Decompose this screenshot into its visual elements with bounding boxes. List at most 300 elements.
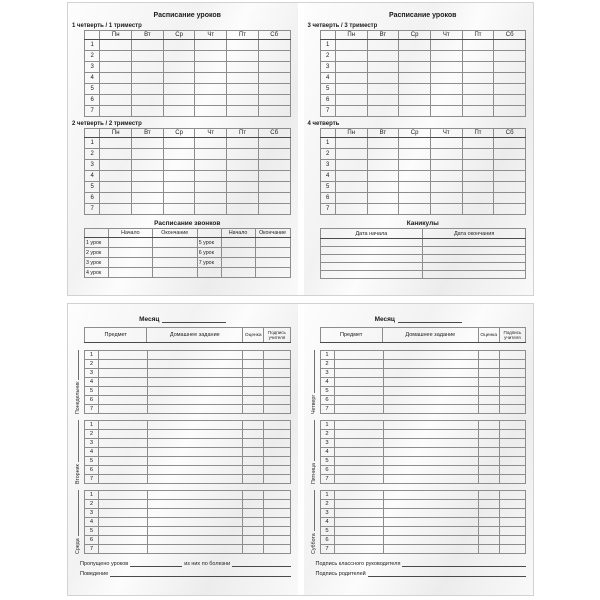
lesson-number-cell: 1	[320, 351, 334, 360]
schedule-empty-cell	[195, 84, 227, 95]
grade-cell	[243, 421, 264, 430]
bell-start-cell	[108, 268, 152, 278]
holidays-row	[320, 247, 526, 255]
schedule-empty-cell	[367, 40, 399, 51]
signature-cell	[264, 448, 290, 457]
lesson-row	[320, 138, 526, 149]
signature-cell	[264, 509, 290, 518]
schedule-empty-cell	[163, 73, 195, 84]
grade-cell	[243, 509, 264, 518]
subject-cell	[99, 500, 148, 509]
grade-cell	[478, 421, 499, 430]
day-name: Пятница	[310, 463, 317, 484]
schedule-empty-cell	[430, 84, 462, 95]
homework-column-header: Домашнее задание	[382, 328, 478, 343]
day-name: Вторник	[75, 464, 81, 484]
bell-end-cell	[152, 248, 197, 258]
homework-cell	[148, 509, 243, 518]
holiday-start-cell	[320, 271, 423, 279]
homework-cell	[148, 387, 243, 396]
holiday-end-cell	[423, 263, 526, 271]
grade-cell	[243, 500, 264, 509]
schedule-empty-cell	[462, 40, 494, 51]
homework-row	[85, 369, 291, 378]
holidays-title: Каникулы	[406, 220, 439, 227]
day-name: Суббота	[310, 533, 317, 554]
schedule-empty-cell	[462, 73, 494, 84]
signature-cell	[264, 369, 290, 378]
schedule-empty-cell	[367, 73, 399, 84]
schedule-empty-cell	[462, 106, 494, 117]
homework-row	[320, 351, 526, 360]
schedule-empty-cell	[227, 149, 259, 160]
lesson-number-cell: 7	[320, 475, 334, 484]
day-vertical-label	[309, 350, 319, 414]
bell-start-cell	[221, 268, 255, 278]
schedule-empty-cell	[100, 182, 132, 193]
schedule-empty-cell	[163, 62, 195, 73]
homework-day-table	[320, 350, 527, 414]
signature-cell	[264, 491, 290, 500]
schedule-empty-cell	[195, 204, 227, 215]
lesson-number-cell: 1	[320, 138, 335, 149]
subject-cell	[99, 491, 148, 500]
behavior-label: Поведение	[80, 571, 109, 577]
schedule-empty-cell	[367, 62, 399, 73]
homework-cell	[148, 351, 243, 360]
quarter-4-label: 4 четверть	[307, 121, 340, 127]
homework-cell	[148, 405, 243, 414]
schedule-empty-cell	[163, 40, 195, 51]
grade-cell	[478, 536, 499, 545]
day-name: Четверг	[310, 394, 317, 414]
bell-start-cell	[108, 258, 152, 268]
grade-cell	[243, 378, 264, 387]
lesson-number-cell: 6	[320, 95, 335, 106]
subject-cell	[334, 500, 383, 509]
lesson-row	[85, 138, 291, 149]
day-column-header: Пн	[100, 129, 132, 138]
lesson-number-cell: 4	[320, 448, 334, 457]
schedule-empty-cell	[430, 106, 462, 117]
parents-signature-row	[316, 570, 527, 577]
lesson-number-cell: 6	[320, 396, 334, 405]
schedule-empty-cell	[100, 95, 132, 106]
lesson-number-cell: 5	[85, 527, 99, 536]
month-row	[72, 314, 294, 323]
subject-cell	[334, 439, 383, 448]
schedule-empty-cell	[494, 106, 526, 117]
signature-cell	[264, 545, 290, 554]
day-column-header: Вт	[132, 31, 164, 40]
schedule-empty-cell	[335, 193, 367, 204]
homework-row	[85, 466, 291, 475]
subject-cell	[334, 536, 383, 545]
homework-cell	[383, 351, 478, 360]
homework-cell	[148, 545, 243, 554]
lesson-number-cell: 6	[320, 193, 335, 204]
signature-cell	[499, 360, 525, 369]
signature-cell	[499, 369, 525, 378]
subject-cell	[334, 457, 383, 466]
homework-row	[320, 378, 526, 387]
homework-cell	[148, 421, 243, 430]
grade-cell	[243, 448, 264, 457]
bell-end-cell	[255, 248, 290, 258]
schedule-empty-cell	[100, 62, 132, 73]
lesson-number-cell: 1	[320, 491, 334, 500]
schedule-empty-cell	[399, 193, 431, 204]
homework-row	[85, 518, 291, 527]
homework-row	[85, 457, 291, 466]
grade-cell	[243, 439, 264, 448]
homework-day-table	[84, 490, 291, 554]
lesson-number-cell: 5	[320, 182, 335, 193]
homework-cell	[383, 527, 478, 536]
lesson-number-cell: 3	[85, 509, 99, 518]
schedule-empty-cell	[462, 62, 494, 73]
quarter-2-schedule-table	[84, 128, 291, 215]
signature-cell	[499, 545, 525, 554]
holidays-row	[320, 271, 526, 279]
homework-cell	[148, 360, 243, 369]
bell-lesson-label	[197, 268, 221, 278]
month-label: Месяц	[374, 316, 395, 323]
lesson-row	[320, 95, 526, 106]
schedule-header-row	[85, 129, 291, 138]
lesson-number-cell: 3	[85, 439, 99, 448]
lesson-row	[85, 160, 291, 171]
holiday-start-cell	[320, 263, 423, 271]
lesson-number-cell: 4	[85, 518, 99, 527]
day-column-header: Пт	[227, 31, 259, 40]
schedule-empty-cell	[462, 193, 494, 204]
grade-cell	[478, 545, 499, 554]
schedule-empty-cell	[462, 84, 494, 95]
schedule-empty-cell	[100, 106, 132, 117]
schedule-empty-cell	[163, 51, 195, 62]
lesson-number-cell: 3	[320, 509, 334, 518]
schedule-empty-cell	[195, 149, 227, 160]
schedule-empty-cell	[227, 138, 259, 149]
schedule-empty-cell	[367, 204, 399, 215]
schedule-empty-cell	[430, 51, 462, 62]
lesson-number-cell: 4	[85, 378, 99, 387]
homework-row	[85, 545, 291, 554]
homework-row	[320, 457, 526, 466]
schedule-empty-cell	[494, 51, 526, 62]
day-column-header: Ср	[399, 31, 431, 40]
schedule-empty-cell	[335, 51, 367, 62]
homework-header-row	[320, 328, 526, 343]
lesson-schedule-table	[84, 30, 291, 117]
schedule-empty-cell	[430, 62, 462, 73]
day-vertical-label	[73, 350, 83, 414]
grade-cell	[243, 518, 264, 527]
lesson-number-cell: 2	[85, 360, 99, 369]
schedule-empty-cell	[132, 84, 164, 95]
schedule-empty-cell	[335, 204, 367, 215]
schedule-empty-cell	[258, 138, 290, 149]
day-vertical-label	[73, 420, 83, 484]
homework-row	[85, 527, 291, 536]
subject-cell	[334, 396, 383, 405]
lesson-number-cell: 7	[85, 106, 100, 117]
schedule-empty-cell	[367, 160, 399, 171]
day-vertical-label	[309, 420, 319, 484]
schedule-header-row	[85, 31, 291, 40]
schedule-empty-cell	[462, 182, 494, 193]
schedule-empty-cell	[367, 171, 399, 182]
lesson-row	[320, 204, 526, 215]
signature-cell	[499, 378, 525, 387]
lesson-row	[320, 84, 526, 95]
bells-corner-cell	[197, 229, 221, 238]
signature-cell	[264, 360, 290, 369]
schedule-empty-cell	[163, 193, 195, 204]
schedule-empty-cell	[258, 84, 290, 95]
holidays-table	[320, 228, 527, 279]
schedule-spread	[67, 2, 534, 296]
schedule-empty-cell	[335, 62, 367, 73]
holiday-end-cell	[423, 247, 526, 255]
homework-cell	[383, 360, 478, 369]
signature-header-line: учителя	[504, 335, 521, 340]
homework-row	[320, 439, 526, 448]
schedule-empty-cell	[462, 204, 494, 215]
schedule-empty-cell	[399, 95, 431, 106]
grade-cell	[243, 491, 264, 500]
schedule-empty-cell	[163, 84, 195, 95]
schedule-empty-cell	[227, 106, 259, 117]
homework-cell	[148, 430, 243, 439]
schedule-empty-cell	[430, 149, 462, 160]
schedule-empty-cell	[227, 40, 259, 51]
homework-cell	[148, 475, 243, 484]
schedule-empty-cell	[367, 138, 399, 149]
homework-cell	[383, 545, 478, 554]
day-vertical-label	[309, 490, 319, 554]
homework-row	[85, 351, 291, 360]
schedule-empty-cell	[494, 171, 526, 182]
subject-cell	[334, 421, 383, 430]
schedule-empty-cell	[367, 95, 399, 106]
lesson-number-cell: 3	[320, 62, 335, 73]
homework-row	[85, 448, 291, 457]
grade-cell	[478, 509, 499, 518]
homework-row	[85, 491, 291, 500]
subject-cell	[334, 378, 383, 387]
signature-cell	[264, 396, 290, 405]
schedule-empty-cell	[335, 40, 367, 51]
sick-lessons-label: из них по болезни	[184, 561, 231, 567]
homework-row	[320, 405, 526, 414]
homework-row	[85, 387, 291, 396]
homework-cell	[383, 457, 478, 466]
lesson-number-cell: 2	[320, 149, 335, 160]
homework-header-table	[320, 327, 527, 343]
schedule-empty-cell	[399, 171, 431, 182]
homework-cell	[148, 536, 243, 545]
bell-end-cell	[152, 238, 197, 248]
bells-row	[85, 238, 291, 248]
signature-cell	[499, 475, 525, 484]
schedule-empty-cell	[462, 138, 494, 149]
lesson-row	[320, 193, 526, 204]
homework-row	[85, 475, 291, 484]
schedule-empty-cell	[494, 40, 526, 51]
schedule-empty-cell	[132, 51, 164, 62]
schedule-empty-cell	[335, 84, 367, 95]
schedule-empty-cell	[462, 51, 494, 62]
parents-signature-label: Подпись родителей	[315, 571, 366, 577]
subject-cell	[334, 527, 383, 536]
bells-row	[85, 268, 291, 278]
homework-cell	[383, 405, 478, 414]
bell-lesson-label: 1 урок	[85, 238, 109, 248]
bell-lesson-label: 3 урок	[85, 258, 109, 268]
subject-cell	[99, 421, 148, 430]
bell-lesson-label: 6 урок	[197, 248, 221, 258]
teacher-signature-column-header	[264, 328, 290, 343]
lesson-number-cell: 4	[320, 171, 335, 182]
schedule-empty-cell	[132, 182, 164, 193]
grade-cell	[243, 430, 264, 439]
schedule-empty-cell	[462, 149, 494, 160]
signature-header-line: Подпись	[503, 329, 522, 335]
schedule-empty-cell	[163, 149, 195, 160]
schedule-empty-cell	[430, 40, 462, 51]
lesson-number-cell: 1	[85, 491, 99, 500]
lesson-row	[320, 160, 526, 171]
grade-cell	[478, 387, 499, 396]
schedule-empty-cell	[195, 182, 227, 193]
lesson-row	[85, 84, 291, 95]
homework-row	[320, 360, 526, 369]
schedule-empty-cell	[100, 73, 132, 84]
homework-row	[85, 396, 291, 405]
lesson-number-cell: 4	[85, 171, 100, 182]
schedule-empty-cell	[258, 62, 290, 73]
lesson-row	[85, 106, 291, 117]
signature-cell	[499, 457, 525, 466]
signature-cell	[499, 405, 525, 414]
schedule-empty-cell	[195, 73, 227, 84]
homework-row	[85, 509, 291, 518]
schedule-empty-cell	[227, 95, 259, 106]
homework-day-block	[310, 420, 527, 484]
signature-cell	[499, 527, 525, 536]
homework-day-blocks-right	[308, 350, 530, 554]
subject-cell	[99, 360, 148, 369]
homework-cell	[148, 500, 243, 509]
signature-cell	[264, 500, 290, 509]
subject-cell	[334, 545, 383, 554]
subject-cell	[99, 457, 148, 466]
day-column-header: Сб	[258, 129, 290, 138]
lesson-number-cell: 5	[85, 84, 100, 95]
lesson-schedule-table	[320, 30, 527, 117]
homework-cell	[383, 500, 478, 509]
lesson-number-cell: 7	[320, 545, 334, 554]
schedule-empty-cell	[163, 171, 195, 182]
homework-row	[85, 500, 291, 509]
schedule-empty-cell	[399, 40, 431, 51]
homework-day-block	[75, 420, 291, 484]
lesson-number-cell: 6	[85, 193, 100, 204]
schedule-empty-cell	[335, 95, 367, 106]
schedule-empty-cell	[399, 84, 431, 95]
homework-cell	[383, 448, 478, 457]
schedule-empty-cell	[132, 106, 164, 117]
homework-row	[320, 448, 526, 457]
homework-columns-header	[84, 327, 291, 343]
schedule-empty-cell	[399, 182, 431, 193]
subject-cell	[334, 405, 383, 414]
subject-cell	[99, 369, 148, 378]
homework-row	[85, 439, 291, 448]
lesson-number-cell: 5	[320, 527, 334, 536]
lesson-number-cell: 2	[320, 360, 334, 369]
grade-cell	[478, 396, 499, 405]
day-column-header: Чт	[430, 31, 462, 40]
homework-cell	[383, 430, 478, 439]
schedule-empty-cell	[132, 40, 164, 51]
schedule-empty-cell	[163, 138, 195, 149]
lesson-number-cell: 1	[85, 138, 100, 149]
homework-cell	[383, 518, 478, 527]
quarter-1-label: 1 четверть / 1 триместр	[72, 23, 142, 29]
homework-cell	[148, 378, 243, 387]
lesson-row	[85, 95, 291, 106]
schedule-empty-cell	[227, 84, 259, 95]
grade-cell	[478, 457, 499, 466]
month-label: Месяц	[139, 316, 160, 323]
grade-cell	[478, 448, 499, 457]
teacher-signature-label: Подпись классного руководителя	[315, 561, 401, 567]
lesson-number-cell: 2	[320, 51, 335, 62]
quarter-2-label: 2 четверть / 2 триместр	[72, 121, 142, 127]
holidays-table	[320, 228, 527, 279]
schedule-empty-cell	[462, 95, 494, 106]
subject-cell	[99, 466, 148, 475]
schedule-empty-cell	[367, 193, 399, 204]
subject-cell	[99, 527, 148, 536]
bell-lesson-label: 2 урок	[85, 248, 109, 258]
date-blank-line	[78, 420, 79, 462]
subject-cell	[334, 369, 383, 378]
subject-cell	[99, 430, 148, 439]
lesson-row	[85, 193, 291, 204]
bell-end-cell	[152, 258, 197, 268]
subject-cell	[99, 351, 148, 360]
subject-cell	[334, 448, 383, 457]
day-column-header: Пт	[227, 129, 259, 138]
schedule-empty-cell	[335, 149, 367, 160]
schedule-empty-cell	[399, 51, 431, 62]
schedule-empty-cell	[335, 160, 367, 171]
schedule-empty-cell	[494, 84, 526, 95]
bells-header-row	[85, 229, 291, 238]
schedule-empty-cell	[163, 204, 195, 215]
schedule-empty-cell	[132, 138, 164, 149]
holiday-end-cell	[423, 255, 526, 263]
day-vertical-label	[73, 490, 83, 554]
schedule-empty-cell	[335, 138, 367, 149]
schedule-empty-cell	[399, 62, 431, 73]
homework-row	[85, 430, 291, 439]
grade-cell	[478, 518, 499, 527]
